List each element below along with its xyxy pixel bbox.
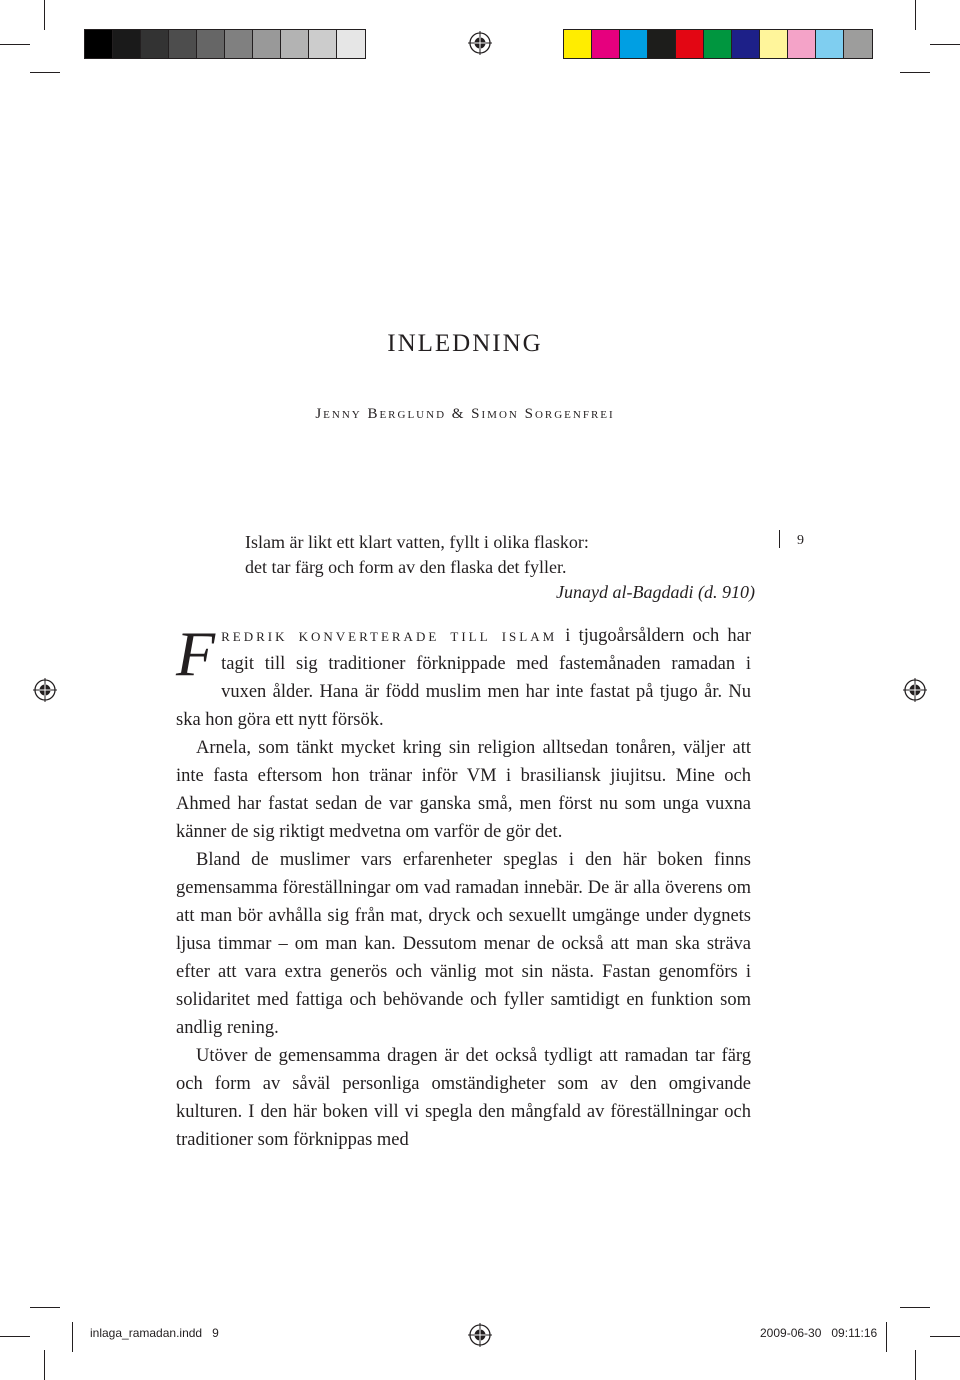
crop-mark xyxy=(930,44,960,45)
crop-mark xyxy=(30,1307,60,1308)
registration-mark-icon xyxy=(468,1323,492,1347)
color-swatch xyxy=(281,30,309,58)
crop-mark xyxy=(900,72,930,73)
color-swatch xyxy=(253,30,281,58)
color-swatch xyxy=(648,30,676,58)
chapter-authors: Jenny Berglund & Simon Sorgenfrei xyxy=(315,406,615,422)
paragraph xyxy=(176,618,751,734)
color-swatch xyxy=(732,30,760,58)
registration-mark-icon xyxy=(468,31,492,55)
color-swatch xyxy=(113,30,141,58)
paragraph: Utöver de gemensamma dragen är det också tydligt att ramadan tar färg och form av såväl personliga omständigheter som av den omgivande kulturen. I den här boken vill vi spegla den mångfald av föreställningar och traditioner som förknippas med xyxy=(176,1046,751,1150)
paragraph-text: i tjugoårsåldern och har tagit till sig traditioner förknippade med fastemånaden ramadan i vuxen ålder. Hana är född muslim men har inte fastat på tjugo år. Nu ska hon göra ett nytt försök. xyxy=(176,626,751,730)
epigraph xyxy=(245,530,755,605)
color-swatch xyxy=(620,30,648,58)
crop-mark xyxy=(0,44,30,45)
crop-mark xyxy=(930,1336,960,1337)
slug-filename: inlaga_ramadan.indd 9 xyxy=(90,1326,219,1340)
color-swatch xyxy=(225,30,253,58)
page-number: 9 xyxy=(797,533,804,548)
color-swatch xyxy=(788,30,816,58)
epigraph-attribution: Junayd al-Bagdadi (d. 910) xyxy=(556,582,755,602)
color-swatch xyxy=(760,30,788,58)
crop-mark xyxy=(886,1322,887,1352)
color-swatch xyxy=(85,30,113,58)
body-text xyxy=(176,618,751,1154)
paragraph: Arnela, som tänkt mycket kring sin religion alltsedan tonåren, väljer att inte fasta eftersom hon tränar inför VM i brasiliansk jiujitsu. Mine och Ahmed har fastat sedan de var ganska små, men först nu som unga vuxna känner de sig riktigt medvetna om varför de gör det. xyxy=(176,738,751,842)
color-swatch xyxy=(309,30,337,58)
drop-cap: F xyxy=(176,618,216,689)
process-color-bar xyxy=(563,29,873,59)
color-swatch xyxy=(141,30,169,58)
color-swatch xyxy=(592,30,620,58)
lead-in-smallcaps: redrik konverterade till islam xyxy=(221,626,558,646)
color-swatch xyxy=(844,30,872,58)
color-swatch xyxy=(169,30,197,58)
color-swatch xyxy=(337,30,365,58)
crop-mark xyxy=(72,1322,73,1352)
registration-mark-icon xyxy=(33,678,57,702)
crop-mark xyxy=(915,1350,916,1380)
crop-mark xyxy=(900,1307,930,1308)
grayscale-color-bar xyxy=(84,29,366,59)
color-swatch xyxy=(676,30,704,58)
epigraph-line: Islam är likt ett klart vatten, fyllt i olika flaskor: xyxy=(245,532,589,552)
paragraph: Bland de muslimer vars erfarenheter speglas i den här boken finns gemensamma föreställningar om vad ramadan innebär. De är alla överens om att man bör avhålla sig från mat, dryck och sexuellt umgänge under dygnets ljusa timmar – om man kan. Dessutom menar de också att man ska sträva efter att vara extra generös och vänlig mot sin nästa. Fastan genomförs i solidaritet med fattiga och behövande och fyller samtidigt en funktion som andlig rening. xyxy=(176,850,751,1038)
color-swatch xyxy=(704,30,732,58)
color-swatch xyxy=(816,30,844,58)
crop-mark xyxy=(0,1336,30,1337)
page-number-rule xyxy=(779,530,780,548)
epigraph-line: det tar färg och form av den flaska det fyller. xyxy=(245,557,567,577)
crop-mark xyxy=(44,0,45,30)
crop-mark xyxy=(30,72,60,73)
slug-timestamp: 2009-06-30 09:11:16 xyxy=(760,1326,878,1340)
crop-mark xyxy=(915,0,916,30)
registration-mark-icon xyxy=(903,678,927,702)
chapter-title: inledning xyxy=(387,319,543,359)
color-swatch xyxy=(564,30,592,58)
color-swatch xyxy=(197,30,225,58)
crop-mark xyxy=(44,1350,45,1380)
